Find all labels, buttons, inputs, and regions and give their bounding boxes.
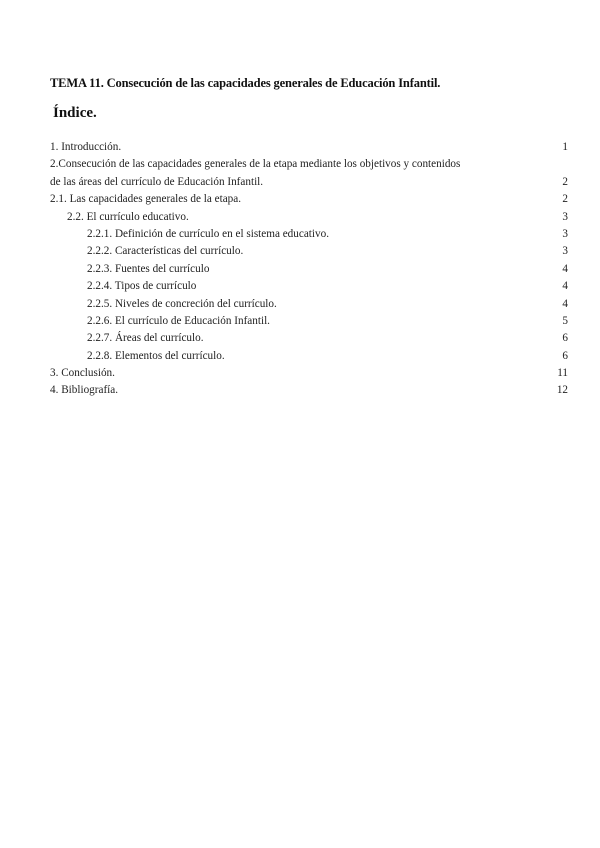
toc-entry-consecucion-cont[interactable]	[0, 174, 600, 191]
toc-entry-page: 1	[562, 141, 568, 153]
toc-entry-2-2-7[interactable]	[0, 330, 600, 347]
toc-entry-2-2-3[interactable]	[0, 261, 600, 278]
toc-entry-text: 1. Introducción.	[50, 141, 122, 153]
toc-entry-text: 2.2.6. El currículo de Educación Infantil.	[87, 314, 270, 327]
toc-entry-text: 2.Consecución de las capacidades generales de la etapa mediante los objetivos y contenidos	[50, 158, 461, 171]
toc-entry-text: 2.2.7. Áreas del currículo.	[87, 332, 204, 345]
toc-entry-page: 2	[562, 193, 568, 206]
toc-entry-2-2-2[interactable]	[0, 243, 600, 260]
toc-entry-2-2-1[interactable]	[0, 226, 600, 243]
toc-entry-text: 2.2.1. Definición de currículo en el sistema educativo.	[87, 227, 330, 240]
toc-entry-page: 3	[562, 245, 568, 258]
toc-entry-2-1[interactable]	[0, 191, 600, 208]
toc-entry-text: de las áreas del currículo de Educación Infantil.	[50, 175, 264, 188]
toc-entry-page: 11	[557, 367, 568, 380]
toc-entry-text: 2.2.5. Niveles de concreción del currículo.	[87, 297, 277, 310]
table-of-contents	[0, 139, 600, 400]
document-title: TEMA 11. Consecución de las capacidades generales de Educación Infantil.	[50, 76, 441, 90]
toc-entry-page: 5	[562, 314, 568, 327]
toc-entry-text: 2.2.3. Fuentes del currículo	[87, 262, 210, 275]
toc-entry-text: 2.1. Las capacidades generales de la etapa.	[50, 193, 242, 206]
toc-entry-text: 3. Conclusión.	[50, 367, 115, 380]
toc-entry-consecucion[interactable]	[0, 156, 600, 173]
toc-entry-page: 12	[556, 384, 568, 397]
toc-entry-page: 6	[562, 332, 568, 345]
toc-entry-text: 2.2.2. Características del currículo.	[87, 245, 244, 258]
toc-entry-text: 4. Bibliografía.	[50, 384, 119, 397]
toc-entry-page: 4	[562, 262, 568, 275]
toc-entry-bibliografia[interactable]	[0, 382, 600, 399]
toc-entry-2-2-5[interactable]	[0, 296, 600, 313]
toc-entry-page: 4	[562, 280, 568, 293]
toc-entry-2-2[interactable]	[0, 209, 600, 226]
toc-entry-introduccion[interactable]	[0, 139, 600, 156]
toc-entry-text: 2.2.4. Tipos de currículo	[87, 280, 197, 293]
toc-entry-2-2-8[interactable]	[0, 348, 600, 365]
toc-entry-text: 2.2.8. Elementos del currículo.	[87, 349, 225, 362]
toc-entry-2-2-4[interactable]	[0, 278, 600, 295]
toc-entry-2-2-6[interactable]	[0, 313, 600, 330]
toc-entry-page: 2	[562, 175, 568, 188]
toc-entry-text: 2.2. El currículo educativo.	[67, 210, 189, 223]
index-heading: Índice.	[53, 105, 97, 121]
toc-entry-page: 4	[562, 297, 568, 310]
toc-entry-page: 3	[562, 227, 568, 240]
toc-entry-conclusion[interactable]	[0, 365, 600, 382]
toc-entry-page: 3	[562, 210, 568, 223]
toc-entry-page: 6	[562, 349, 568, 362]
